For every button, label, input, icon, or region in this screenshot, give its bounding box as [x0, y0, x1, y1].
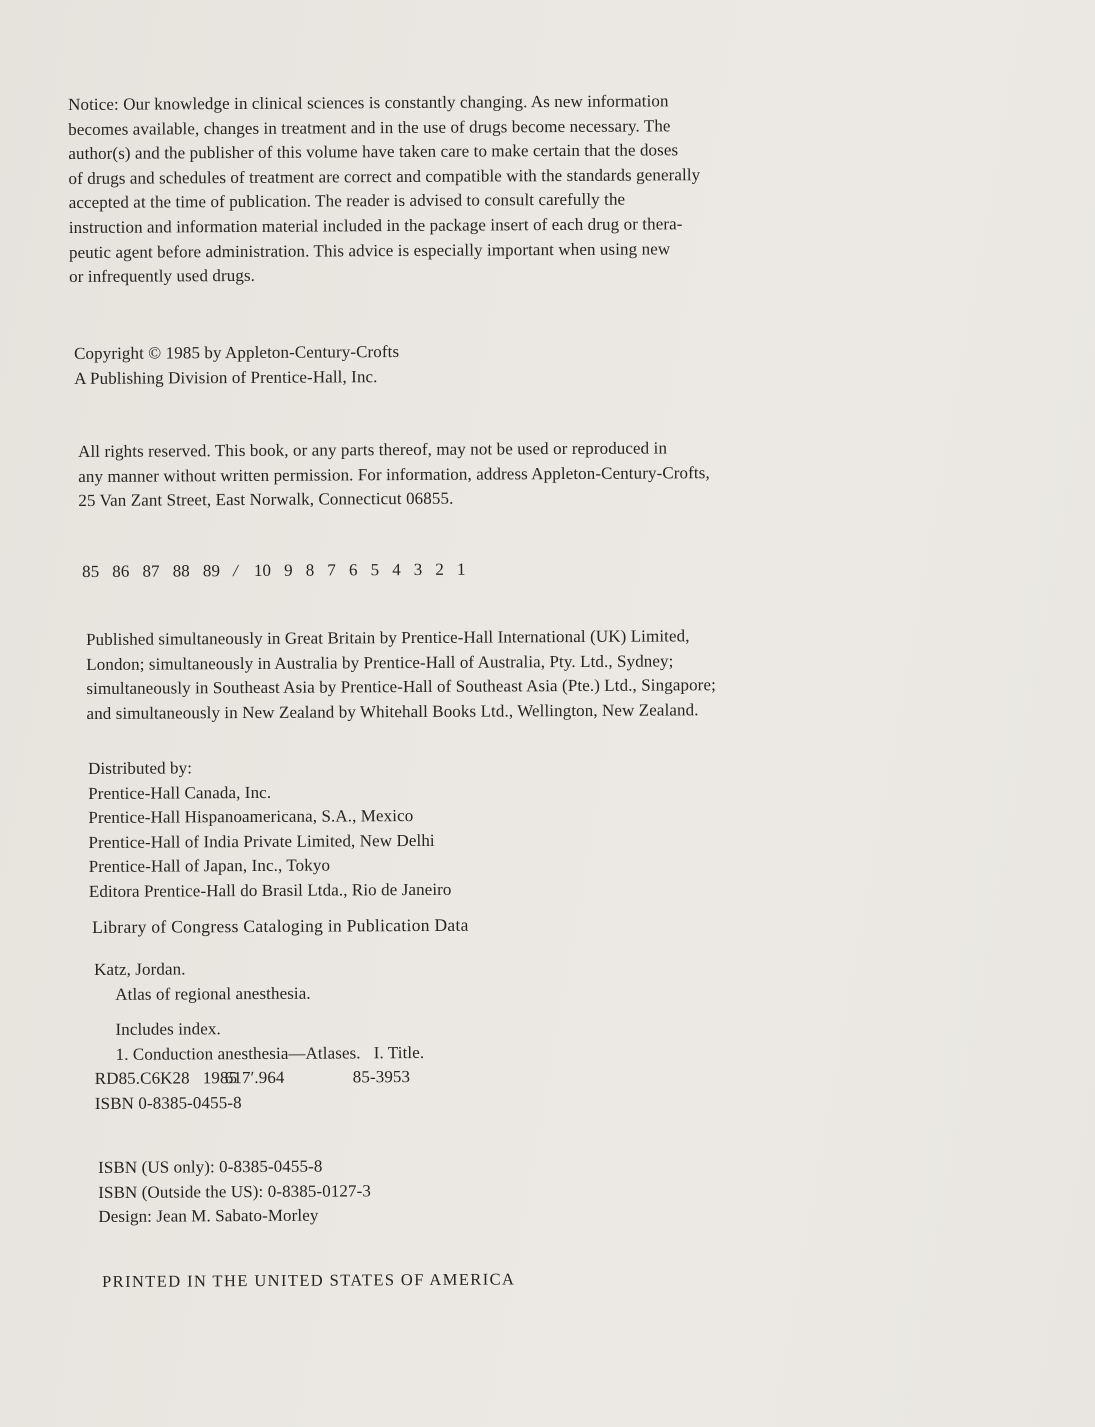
cip-isbn: ISBN 0-8385-0455-8: [94, 1093, 242, 1113]
cip-lccn: 85-3953: [352, 1067, 411, 1087]
impression-number: 8: [305, 560, 315, 580]
rights-paragraph: [78, 436, 710, 514]
cip-heading: Library of Congress Cataloging in Publication Data: [92, 914, 469, 937]
impression-number: 2: [435, 559, 445, 579]
notice-line: of drugs and schedules of treatment are correct and compatible with the standards generally: [68, 164, 701, 188]
published-line: Published simultaneously in Great Britain by Prentice-Hall International (UK) Limited,: [86, 626, 690, 649]
notice-line: peutic agent before administration. This advice is especially important when using new: [68, 238, 671, 262]
impression-number: 10: [253, 560, 272, 580]
published-line: simultaneously in Southeast Asia by Prentice-Hall of Southeast Asia (Pte.) Ltd., Singapore;: [86, 675, 716, 699]
printing-separator: /: [233, 561, 238, 581]
published-line: London; simultaneously in Australia by Prentice-Hall of Australia, Pty. Ltd., Sydney;: [86, 651, 674, 674]
printing-line: [82, 558, 479, 585]
impression-number: 7: [327, 560, 336, 580]
distributor-item: Prentice-Hall of India Private Limited, New Delhi: [88, 830, 435, 852]
notice-line: becomes available, changes in treatment and in the use of drugs become necessary. The: [68, 115, 671, 139]
rights-line: All rights reserved. This book, or any parts thereof, may not be used or reproduced in: [78, 438, 668, 461]
impression-number: 3: [413, 559, 423, 579]
copyright-line: Copyright © 1985 by Appleton-Century-Crofts: [74, 342, 400, 363]
impression-number: 9: [284, 560, 293, 580]
rights-line: any manner without written permission. For information, address Appleton-Century-Crofts,: [78, 462, 710, 486]
distributor-item: Editora Prentice-Hall do Brasil Ltda., Rio de Janeiro: [88, 879, 452, 901]
impression-number: 6: [348, 560, 358, 580]
distributor-item: Prentice-Hall of Japan, Inc., Tokyo: [88, 855, 331, 877]
isbn-design-block: [98, 1154, 371, 1229]
cip-call-number: RD85.C6K28 1985: [94, 1068, 238, 1089]
copyright-statement: [74, 340, 399, 391]
distributor-item: Prentice-Hall Canada, Inc.: [88, 782, 272, 803]
printing-year: 86: [112, 561, 130, 581]
notice-line: or infrequently used drugs.: [69, 266, 256, 287]
notice-line: instruction and information material included in the package insert of each drug or thera-: [68, 214, 683, 237]
design-credit: Design: Jean M. Sabato-Morley: [98, 1205, 319, 1227]
notice-line: author(s) and the publisher of this volume have taken care to make certain that the doses: [68, 140, 679, 164]
isbn-outside-us: ISBN (Outside the US): 0-8385-0127-3: [98, 1180, 372, 1202]
published-simultaneously-paragraph: [86, 624, 716, 726]
cip-title: Atlas of regional anesthesia.: [115, 983, 311, 1004]
printed-in-statement: PRINTED IN THE UNITED STATES OF AMERICA: [102, 1269, 516, 1291]
cip-author: Katz, Jordan.: [94, 959, 186, 979]
notice-paragraph: [68, 89, 701, 290]
distributors-heading: Distributed by:: [88, 758, 193, 778]
cip-classification-row: [95, 1065, 425, 1092]
cip-dewey: 617′.964: [224, 1068, 285, 1088]
publisher-division-line: A Publishing Division of Prentice-Hall, Inc.: [74, 366, 378, 388]
notice-line: accepted at the time of publication. The reader is advised to consult carefully the: [68, 189, 626, 213]
published-line: and simultaneously in New Zealand by Whitehall Books Ltd., Wellington, New Zealand.: [86, 700, 699, 723]
impression-number: 5: [370, 560, 380, 580]
printing-year: 89: [202, 561, 221, 581]
printing-year: 88: [172, 561, 190, 581]
cip-record: [94, 956, 425, 1117]
cip-includes: Includes index.: [115, 1019, 221, 1040]
impression-number: 4: [392, 560, 401, 580]
distributor-item: Prentice-Hall Hispanoamericana, S.A., Mexico: [88, 806, 414, 828]
printing-year: 85: [82, 561, 100, 581]
impression-number: 1: [456, 559, 466, 579]
distributors-list: [88, 755, 452, 905]
rights-line: 25 Van Zant Street, East Norwalk, Connecticut 06855.: [78, 488, 454, 511]
cip-subjects: 1. Conduction anesthesia—Atlases. I. Title.: [115, 1042, 425, 1064]
isbn-us: ISBN (US only): 0-8385-0455-8: [98, 1156, 323, 1177]
notice-line: Notice: Our knowledge in clinical sciences is constantly changing. As new information: [68, 91, 669, 114]
printing-year: 87: [142, 561, 160, 581]
